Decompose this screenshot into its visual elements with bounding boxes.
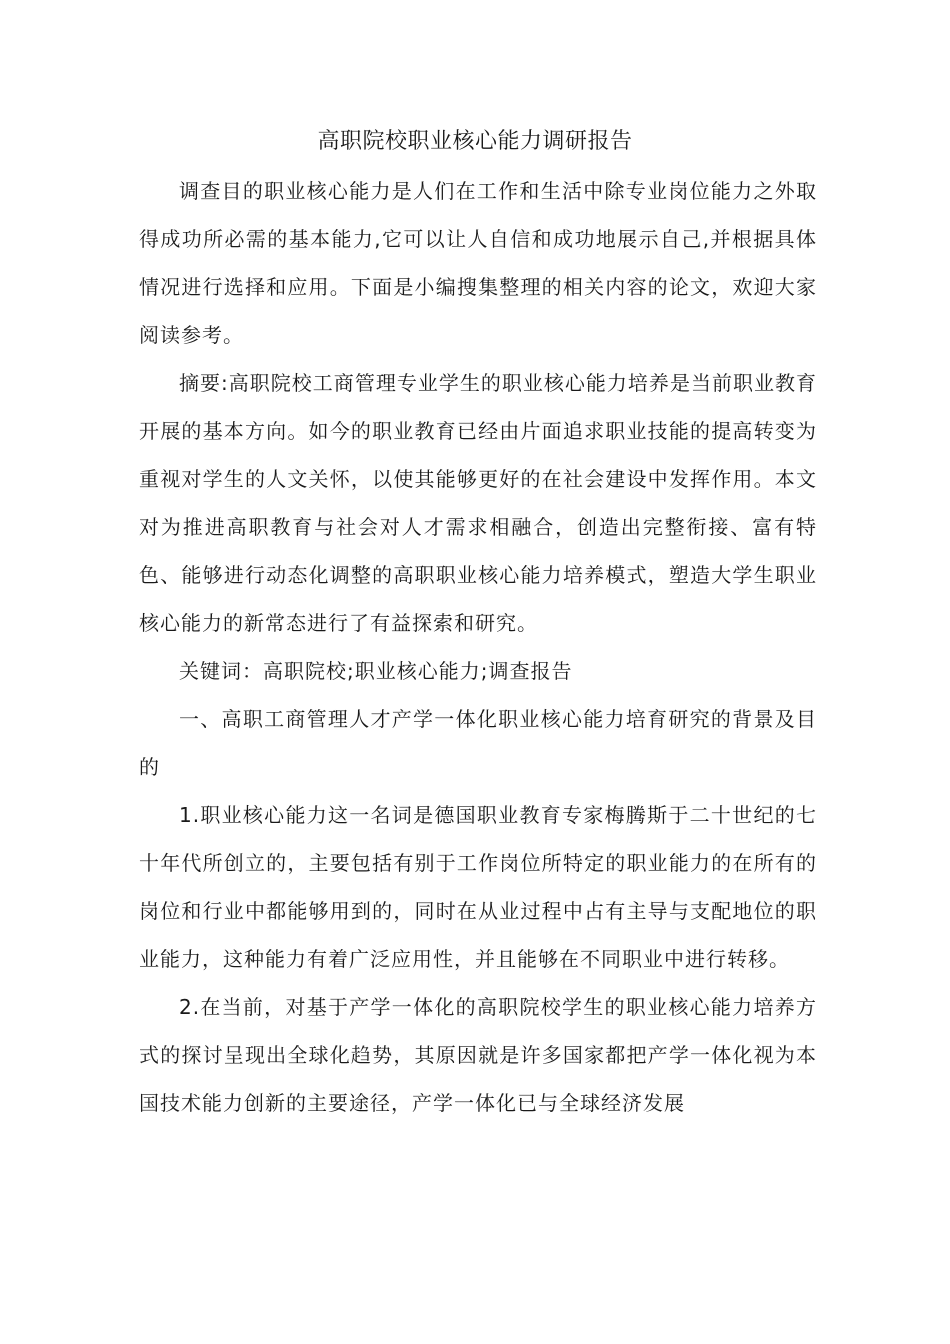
paragraph-item-1: 1.职业核心能力这一名词是德国职业教育专家梅腾斯于二十世纪的七十年代所创立的，主要包括有别于工作岗位所特定的职业能力的在所有的岗位和行业中都能够用到的，同时在从业过程中占有主导与支配地位的职业能力，这种能力有着广泛应用性，并且能够在不同职业中进行转移。 (139, 803, 817, 971)
paragraph-item-2: 2.在当前，对基于产学一体化的高职院校学生的职业核心能力培养方式的探讨呈现出全球化趋势，其原因就是许多国家都把产学一体化视为本国技术能力创新的主要途径，产学一体化已与全球经济发展 (139, 995, 817, 1115)
paragraph-purpose: 调查目的职业核心能力是人们在工作和生活中除专业岗位能力之外取得成功所必需的基本能力,它可以让人自信和成功地展示自己,并根据具体情况进行选择和应用。下面是小编搜集整理的相关内容的论文，欢迎大家阅读参考。 (139, 179, 817, 347)
document-body (139, 167, 817, 1127)
paragraph-abstract: 摘要:高职院校工商管理专业学生的职业核心能力培养是当前职业教育开展的基本方向。如今的职业教育已经由片面追求职业技能的提高转变为重视对学生的人文关怀，以使其能够更好的在社会建设中发挥作用。本文对为推进高职教育与社会对人才需求相融合，创造出完整衔接、富有特色、能够进行动态化调整的高职职业核心能力培养模式，塑造大学生职业核心能力的新常态进行了有益探索和研究。 (139, 371, 817, 635)
section-heading-1: 一、高职工商管理人才产学一体化职业核心能力培育研究的背景及目的 (139, 707, 817, 779)
paragraph-keywords: 关键词：高职院校;职业核心能力;调查报告 (179, 659, 573, 683)
document-title: 高职院校职业核心能力调研报告 (317, 129, 633, 154)
